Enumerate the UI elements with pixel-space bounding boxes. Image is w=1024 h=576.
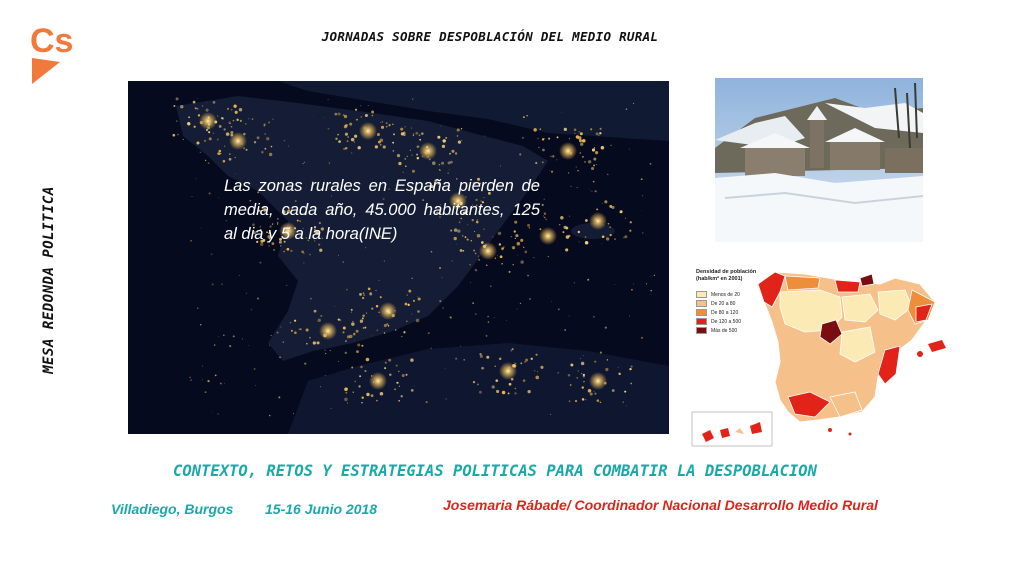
side-title (38, 160, 60, 400)
legend-label: De 20 a 80 (711, 300, 736, 307)
logo-triangle-icon (32, 58, 60, 84)
event-dates: 15-16 Junio 2018 (265, 501, 378, 517)
event-location: Villadiego, Burgos (111, 501, 234, 517)
night-satellite-map (128, 81, 669, 434)
main-title: CONTEXTO, RETOS Y ESTRATEGIAS POLITICAS PARA COMBATIR LA DESPOBLACION (173, 462, 817, 480)
population-density-map (680, 262, 952, 450)
side-title-text: MESA REDONDA POLITICA (41, 186, 57, 374)
legend-label: Menos de 20 (711, 291, 740, 298)
legend-title: Densidad de población (hab/km² en 2001) (696, 269, 757, 282)
snowy-village-photo (715, 78, 923, 242)
legend-label: De 80 a 120 (711, 309, 739, 316)
cs-logo (30, 22, 94, 88)
logo-text: Cs (30, 22, 74, 60)
legend-label: De 120 a 500 (711, 318, 742, 325)
depopulation-caption: Las zonas rurales en España pierden de media, cada año, 45.000 habitantes, 125 al dia y 5 a la hora(INE) (224, 177, 540, 243)
author-credit: Josemaria Rábade/ Coordinador Nacional Desarrollo Medio Rural (443, 497, 878, 513)
header-title: JORNADAS SOBRE DESPOBLACIÓN DEL MEDIO RURAL (321, 29, 659, 44)
legend-label: Más de 500 (711, 327, 738, 334)
